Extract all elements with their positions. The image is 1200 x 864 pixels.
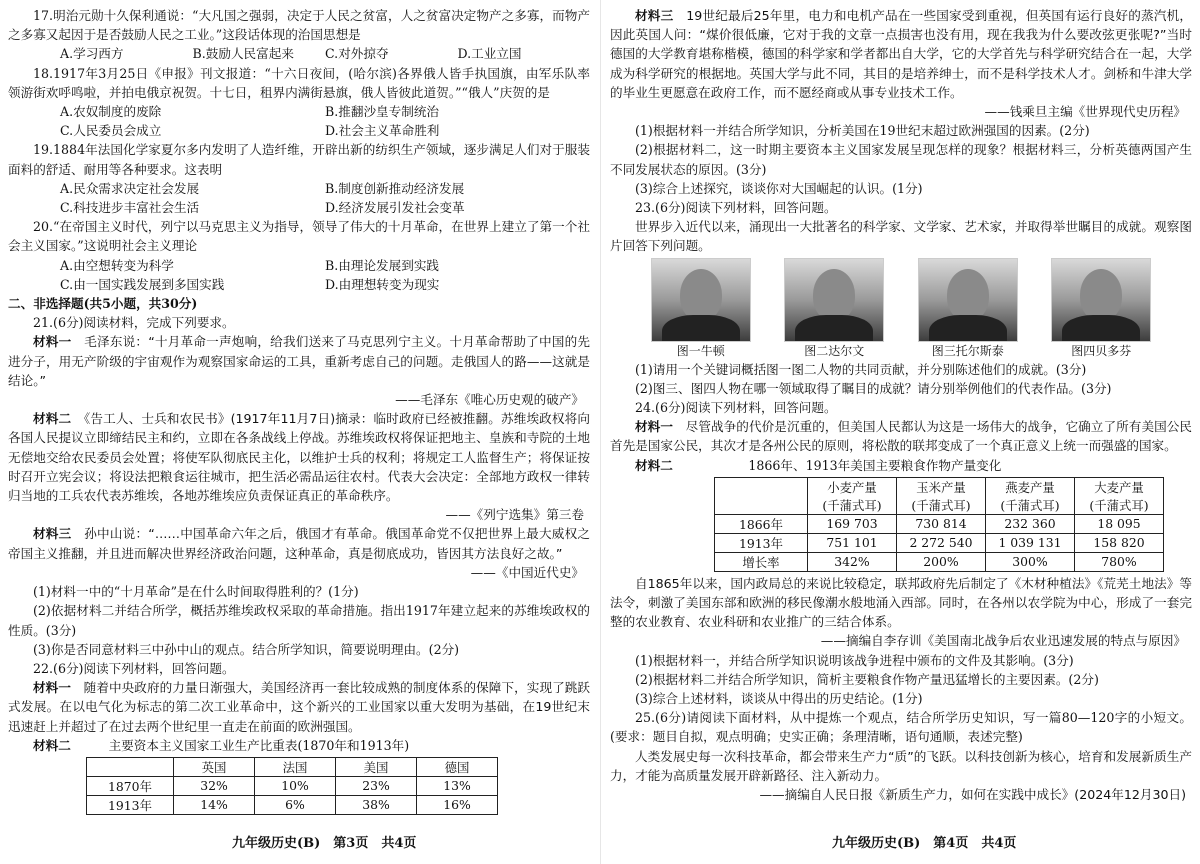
- q23-sub-2: (2)图三、图四人物在哪一领域取得了瞩目的成就？请分别举例他们的代表作品。(3分): [635, 380, 1112, 396]
- table-header-cell: [715, 477, 808, 514]
- table-cell: 1913年: [87, 795, 174, 814]
- q24-material-2-text: 自1865年以来，国内政局总的来说比较稳定，联邦政府先后制定了《木材种植法》《荒芜土地法》等法令，刺激了美国东部和欧洲的移民像潮水般地涌入西部。同时，在各州以农学院为中心，形成了一套完整的农业教育、农业科研和农业推广的三结合体系。: [610, 575, 1192, 630]
- page-3: [8, 6, 590, 815]
- table-row: [715, 533, 1164, 552]
- table-cell: 751 101: [808, 533, 897, 552]
- q21-material-1: [8, 332, 590, 390]
- table-header-cell: 英国: [174, 757, 255, 776]
- q25-intro: 25.(6分)请阅读下面材料，从中提炼一个观点，结合所学历史知识，写一篇80—120字的小短文。(要求：题目自拟，观点明确；史实正确；条理清晰，语句通顺，表述完整): [610, 710, 1192, 745]
- portrait-image: [1051, 258, 1151, 342]
- q22-material-3-source: ——钱乘旦主编《世界现代史历程》: [984, 104, 1186, 120]
- q21-sub-3: (3)你是否同意材料三中孙中山的观点。结合所学知识，简要说明理由。(2分): [33, 641, 460, 657]
- q20-options: [8, 256, 590, 294]
- table-header-cell: 燕麦产量 (千蒲式耳): [986, 477, 1075, 514]
- q17-option-a: A.学习西方: [60, 46, 124, 62]
- table-cell: 342%: [808, 552, 897, 571]
- q19-stem: 19.1884年法国化学家夏尔多内发明了人造纤维，开辟出新的纺织生产领域，逐步满足人们对于服装面料的舒适、耐用等各种要求。这表明: [8, 142, 590, 177]
- portrait-beethoven: [1051, 258, 1151, 360]
- q21-material-3: [8, 524, 590, 562]
- q22-material-2-heading: [8, 736, 590, 755]
- q24-sub-1: (1)根据材料一，并结合所学知识说明该战争进程中颁布的文件及其影响。(3分): [635, 652, 1074, 668]
- material-text: 随着中央政府的力量日渐强大，美国经济再一套比较成熟的制度体系的保障下，实现了跳跃式发展。在以电气化为标志的第二次工业革命中，这个新兴的工业国家以重大发明为基础，在19世纪末迅速赶上并超过了在过去两个世纪里一直走在前面的欧洲强国。: [8, 680, 591, 734]
- table-header-cell: 小麦产量 (千蒲式耳): [808, 477, 897, 514]
- portrait-tolstoy: [918, 258, 1018, 360]
- q22-sub-1: (1)根据材料一并结合所学知识，分析美国在19世纪末超过欧洲强国的因素。(2分): [635, 123, 1090, 139]
- table-cell: 2 272 540: [897, 533, 986, 552]
- table-row: [715, 552, 1164, 571]
- q17-option-b: B.鼓励人民富起来: [192, 46, 294, 62]
- portrait-newton: [651, 258, 751, 360]
- material-label: 材料三: [635, 8, 674, 23]
- table-cell: 10%: [255, 776, 336, 795]
- q25-source: ——摘编自人民日报《新质生产力，如何在实践中成长》(2024年12月30日): [759, 787, 1186, 803]
- portrait-caption: 图二达尔文: [804, 343, 865, 358]
- q24-material-2-source: ——摘编自李存训《美国南北战争后农业迅速发展的特点与原因》: [820, 633, 1186, 649]
- q21-intro: 21.(6分)阅读材料，完成下列要求。: [33, 315, 235, 331]
- table-header-row: [87, 757, 498, 776]
- material-label: 材料二: [33, 737, 71, 753]
- q24-material-2-heading: [610, 456, 1192, 475]
- portrait-caption: 图一牛顿: [676, 343, 725, 358]
- table-cell: 6%: [255, 795, 336, 814]
- q22-material-1: [8, 678, 590, 736]
- table-title: 1866年、1913年美国主要粮食作物产量变化: [748, 457, 1002, 473]
- industry-share-table: [86, 757, 498, 815]
- q18-option-d: D.社会主义革命胜利: [325, 123, 440, 139]
- table-cell: 14%: [174, 795, 255, 814]
- table-cell: 232 360: [986, 514, 1075, 533]
- table-cell: 38%: [336, 795, 417, 814]
- page-divider: [600, 0, 601, 864]
- table-header-cell: 大麦产量 (千蒲式耳): [1075, 477, 1164, 514]
- portrait-image: [651, 258, 751, 342]
- q21-material-2: [8, 409, 590, 505]
- q23-sub-1: (1)请用一个关键词概括图一图二人物的共同贡献，并分别陈述他们的成就。(3分): [635, 361, 1087, 377]
- table-cell: 18 095: [1075, 514, 1164, 533]
- q21-material-3-source: ——《中国近代史》: [470, 564, 584, 580]
- table-cell: 1866年: [715, 514, 808, 533]
- table-header-cell: [87, 757, 174, 776]
- table-header-cell: 玉米产量 (千蒲式耳): [897, 477, 986, 514]
- table-header-cell: 法国: [255, 757, 336, 776]
- portrait-darwin: [784, 258, 884, 360]
- q19-option-d: D.经济发展引发社会变革: [325, 200, 465, 216]
- table-cell: 增长率: [715, 552, 808, 571]
- footer-page-4: 九年级历史(B) 第4页 共4页: [832, 836, 1017, 851]
- material-text: 《告工人、士兵和农民书》(1917年11月7日)摘录：临时政府已经被推翻。苏维埃政权将向各国人民提议立即缔结民主和约，立即在各条战线上停战。苏维埃政权将保证把地主、皇族和寺院的土地无偿地交给农民委员会处置；将使军队彻底民主化，以维护士兵的权利；将规定工人监督生产；将保证按时召开立宪会议；将设法把粮食运往城市，把生活必需品运往农村。代表大会决定：全部地方政权一律转归当地的工兵农代表苏维埃，各地苏维埃应负责保证真正的革命秩序。: [8, 411, 591, 504]
- table-cell: 730 814: [897, 514, 986, 533]
- q17-stem: 17.明治元勋十久保利通说：“大凡国之强弱，决定于人民之贫富，人之贫富决定物产之多寡，而物产之多寡又起因于是否鼓励人民之工业。”这段话体现的治国思想是: [8, 8, 590, 43]
- q20-option-b: B.由理论发展到实践: [325, 257, 440, 273]
- material-text: 孙中山说：“……中国革命六年之后，俄国才有革命。俄国革命党不仅把世界上最大威权之帝国主义推翻，并且进而解决世界经济政治问题，这种革命，真是彻底成功，皆因其方法良好之故。”: [8, 526, 590, 561]
- table-cell: 300%: [986, 552, 1075, 571]
- portrait-image: [784, 258, 884, 342]
- q18-option-c: C.人民委员会成立: [60, 123, 162, 139]
- q24-sub-3: (3)综合上述材料，谈谈从中得出的历史结论。(1分): [635, 691, 923, 707]
- material-label: 材料二: [635, 457, 673, 473]
- table-header-cell: 德国: [417, 757, 498, 776]
- material-label: 材料三: [33, 526, 72, 542]
- footer-page-3: 九年级历史(B) 第3页 共4页: [232, 836, 417, 851]
- q20-stem: 20.“在帝国主义时代，列宁以马克思主义为指导，领导了伟大的十月革命，在世界上建立了第一个社会主义国家。”这说明社会主义理论: [8, 219, 590, 254]
- q18-stem: 18.1917年3月25日《申报》刊文报道：“十六日夜间，(哈尔滨)各界俄人皆手执国旗，由军乐队率领游街欢呼鸣啦，并拍电俄京祝贺。十七日，租界内满街悬旗，俄人皆彼此道贺。”“俄人”庆贺的是: [8, 65, 590, 100]
- portrait-row: [610, 256, 1192, 360]
- table-cell: 1913年: [715, 533, 808, 552]
- q23-text: 世界步入近代以来，涌现出一大批著名的科学家、文学家、艺术家，并取得举世瞩目的成就。观察图片回答下列问题。: [610, 219, 1192, 254]
- table-cell: 32%: [174, 776, 255, 795]
- material-label: 材料二: [33, 411, 72, 427]
- table-cell: 23%: [336, 776, 417, 795]
- q18-option-a: A.农奴制度的废除: [60, 104, 162, 120]
- material-label: 材料一: [635, 419, 673, 435]
- q22-material-3: [610, 6, 1192, 102]
- q19-option-b: B.制度创新推动经济发展: [325, 180, 465, 196]
- q20-option-c: C.由一国实践发展到多国实践: [60, 276, 225, 292]
- table-header-cell: 美国: [336, 757, 417, 776]
- q19-option-c: C.科技进步丰富社会生活: [60, 200, 200, 216]
- q22-sub-3: (3)综合上述探究，谈谈你对大国崛起的认识。(1分): [635, 180, 923, 196]
- q24-intro: 24.(6分)阅读下列材料，回答问题。: [635, 400, 837, 416]
- q20-option-d: D.由理想转变为现实: [325, 276, 440, 292]
- portrait-caption: 图三托尔斯泰: [931, 343, 1004, 358]
- material-label: 材料一: [33, 334, 72, 350]
- grain-output-table: [714, 477, 1164, 572]
- q23-intro: 23.(6分)阅读下列材料，回答问题。: [635, 200, 837, 216]
- table-row: [715, 514, 1164, 533]
- q17-option-c: C.对外掠夺: [325, 46, 389, 62]
- material-text: 毛泽东说：“十月革命一声炮响，给我们送来了马克思列宁主义。十月革命帮助了中国的先进分子，用无产阶级的宇宙观作为观察国家命运的工具，重新考虑自己的问题。走俄国人的路——这就是结论。”: [8, 334, 591, 388]
- material-text: 19世纪最后25年里，电力和电机产品在一些国家受到重视，但英国有运行良好的蒸汽机，因此英国人问：“煤价很低廉，它对于我的文章一点损害也没有用，现在我我为什么要改弦更张呢?”当时德国的大学教育堪称楷模，德国的科学家和学者都出自大学，它的大学首先与科学研究结合在一起，大学成为科学研究的根据地。英国大学与此不同，其目的是培养绅士，而不是科学技术人才。剑桥和牛津大学的毕业生更愿意在政府工作，而不愿经商或从事专业技术工作。: [610, 8, 1193, 100]
- section-heading: 二、非选择题(共5小题，共30分): [8, 296, 198, 312]
- q18-options: [8, 102, 590, 140]
- table-row: [87, 795, 498, 814]
- table-cell: 200%: [897, 552, 986, 571]
- table-cell: 13%: [417, 776, 498, 795]
- portrait-image: [918, 258, 1018, 342]
- q21-material-1-source: ——毛泽东《唯心历史观的破产》: [395, 392, 584, 408]
- q20-option-a: A.由空想转变为科学: [60, 257, 174, 273]
- table-cell: 16%: [417, 795, 498, 814]
- q24-material-1: [610, 417, 1192, 455]
- table-title: 主要资本主义国家工业生产比重表(1870年和1913年): [108, 737, 410, 753]
- q21-sub-1: (1)材料一中的“十月革命”是在什么时间取得胜利的？(1分): [33, 584, 359, 600]
- table-cell: 158 820: [1075, 533, 1164, 552]
- table-cell: 1870年: [87, 776, 174, 795]
- q24-sub-2: (2)根据材料二并结合所学知识，简析主要粮食作物产量迅猛增长的主要因素。(2分): [635, 671, 1099, 687]
- table-cell: 1 039 131: [986, 533, 1075, 552]
- table-cell: 780%: [1075, 552, 1164, 571]
- q25-text: 人类发展史每一次科技革命，都会带来生产力“质”的飞跃。以科技创新为核心，培育和发展新质生产力，才能为高质量发展开辟新路径、注入新动力。: [610, 748, 1192, 783]
- q22-intro: 22.(6分)阅读下列材料，回答问题。: [33, 660, 235, 676]
- q18-option-b: B.推翻沙皇专制统治: [325, 104, 440, 120]
- q22-sub-2: (2)根据材料二，这一时期主要资本主义国家发展呈现怎样的现象？根据材料三，分析英德两国产生不同发展状态的原因。(3分): [610, 142, 1192, 177]
- table-cell: 169 703: [808, 514, 897, 533]
- page-4: [610, 6, 1192, 804]
- table-header-row: [715, 477, 1164, 514]
- q17-options: [8, 44, 590, 63]
- table-row: [87, 776, 498, 795]
- q19-option-a: A.民众需求决定社会发展: [60, 180, 200, 196]
- material-text: 尽管战争的代价是沉重的，但美国人民都认为这是一场伟大的战争，它确立了所有美国公民首先是国家公民，其次才是各州公民的原则，将松散的联邦变成了一个真正意义上统一而强盛的国家。: [610, 419, 1193, 454]
- q21-sub-2: (2)依据材料二并结合所学，概括苏维埃政权采取的革命措施。指出1917年建立起来的苏维埃政权的性质。(3分): [8, 603, 590, 638]
- q21-material-2-source: ——《列宁选集》第三卷: [445, 507, 584, 523]
- q17-option-d: D.工业立国: [457, 46, 522, 62]
- material-label: 材料一: [33, 680, 71, 696]
- q19-options: [8, 179, 590, 217]
- portrait-caption: 图四贝多芬: [1071, 343, 1132, 358]
